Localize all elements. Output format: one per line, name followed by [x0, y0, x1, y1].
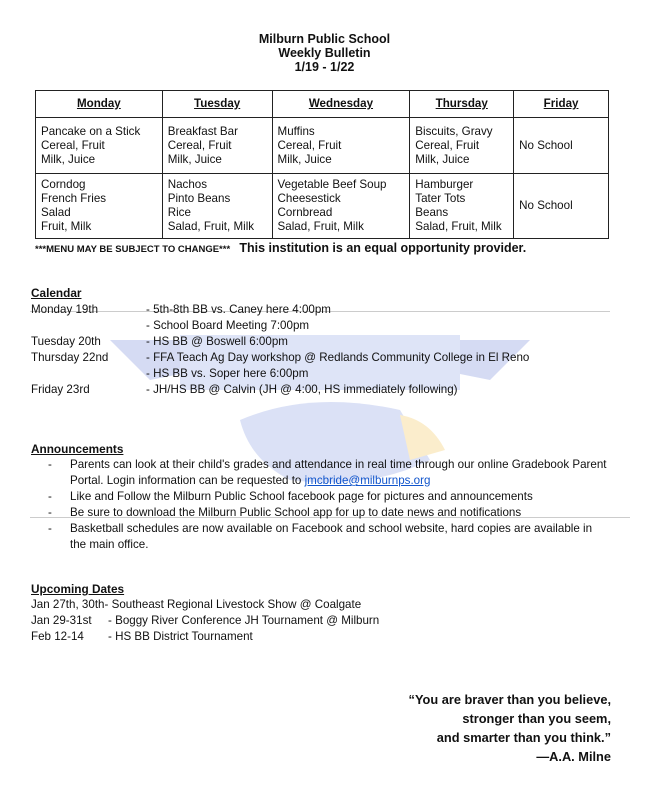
- lunch-cell: [162, 174, 272, 239]
- menu-item: Salad, Fruit, Milk: [167, 220, 255, 233]
- upcoming-event: - Boggy River Conference JH Tournament @ Milburn: [108, 614, 380, 627]
- lunch-cell: [410, 174, 514, 239]
- menu-item: Milk, Juice: [277, 152, 332, 166]
- menu-item: Vegetable Beef Soup: [277, 178, 387, 191]
- calendar-row: [31, 366, 308, 382]
- menu-item: Milk, Juice: [415, 152, 470, 166]
- upcoming-row: [31, 597, 361, 613]
- bulletin-title: Weekly Bulletin: [278, 46, 371, 60]
- announcements-heading: Announcements: [31, 442, 124, 456]
- calendar-event: - HS BB vs. Soper here 6:00pm: [146, 367, 309, 380]
- breakfast-cell: [36, 118, 163, 174]
- calendar-day: Friday 23rd: [31, 383, 90, 396]
- menu-item: Beans: [415, 206, 449, 219]
- calendar-day: Monday 19th: [31, 303, 99, 316]
- upcoming-event: - Southeast Regional Livestock Show @ Coalgate: [104, 598, 362, 611]
- announcement-item: - Like and Follow the Milburn Public School facebook page for pictures and announcements: [48, 490, 533, 503]
- quote-line: stronger than you seem,: [462, 711, 611, 726]
- menu-item: Cheesestick: [277, 192, 341, 205]
- calendar-event: - 5th-8th BB vs. Caney here 4:00pm: [146, 303, 331, 316]
- menu-item: Muffins: [277, 124, 315, 138]
- menu-item: Hamburger: [415, 178, 474, 191]
- menu-item: Rice: [167, 206, 191, 219]
- announcement-item: - Basketball schedules are now available on Facebook and school website, hard copies are available in the main office.: [48, 522, 593, 551]
- menu-item: Milk, Juice: [167, 152, 222, 166]
- calendar-row: [31, 350, 529, 366]
- calendar-row: [31, 334, 288, 350]
- menu-item: Biscuits, Gravy: [415, 124, 493, 138]
- calendar-day: Tuesday 20th: [31, 335, 101, 348]
- upcoming-dates-heading: Upcoming Dates: [31, 582, 125, 596]
- announcements-list: [48, 457, 608, 553]
- menu-item: Tater Tots: [415, 192, 466, 205]
- menu-table: [35, 90, 609, 239]
- menu-item: Salad, Fruit, Milk: [277, 220, 364, 233]
- breakfast-cell: [272, 118, 410, 174]
- menu-item: Cereal, Fruit: [167, 138, 232, 152]
- calendar-day: Thursday 22nd: [31, 351, 109, 364]
- school-name: Milburn Public School: [258, 32, 391, 46]
- upcoming-date: Feb 12-14: [31, 630, 84, 643]
- calendar-event: - School Board Meeting 7:00pm: [146, 319, 310, 332]
- menu-item: Salad: [41, 206, 71, 219]
- calendar-heading: Calendar: [31, 286, 82, 300]
- calendar-row: [31, 302, 331, 318]
- day-header: Wednesday: [272, 91, 410, 118]
- menu-item: Pancake on a Stick: [41, 124, 141, 138]
- menu-item: French Fries: [41, 192, 107, 205]
- menu-item: Cereal, Fruit: [415, 138, 480, 152]
- menu-item: Cereal, Fruit: [41, 138, 105, 152]
- upcoming-row: [31, 629, 253, 645]
- lunch-cell: [36, 174, 163, 239]
- menu-disclaimer: ***MENU MAY BE SUBJECT TO CHANGE***: [35, 244, 231, 255]
- lunch-cell: [272, 174, 410, 239]
- upcoming-event: - HS BB District Tournament: [108, 630, 253, 643]
- email-link[interactable]: jmcbride@milburnps.org: [304, 474, 431, 487]
- menu-item: No School: [519, 199, 573, 212]
- calendar-event: - HS BB @ Boswell 6:00pm: [146, 335, 288, 348]
- menu-note: [35, 241, 526, 255]
- menu-item: Breakfast Bar: [167, 124, 238, 138]
- breakfast-cell: [410, 118, 514, 174]
- quote-line: “You are braver than you believe,: [408, 692, 611, 707]
- menu-item: No School: [519, 138, 573, 152]
- quote-author: —A.A. Milne: [536, 749, 611, 764]
- menu-item: Pinto Beans: [167, 192, 231, 205]
- upcoming-row: [31, 613, 379, 629]
- menu-item: Salad, Fruit, Milk: [415, 220, 502, 233]
- menu-item: Cereal, Fruit: [277, 138, 342, 152]
- equal-opportunity-statement: This institution is an equal opportunity provider.: [239, 241, 527, 255]
- upcoming-date: Jan 27th, 30th: [31, 598, 105, 611]
- breakfast-cell: [514, 118, 609, 174]
- day-header: Thursday: [410, 91, 514, 118]
- menu-item: Cornbread: [277, 206, 333, 219]
- menu-item: Nachos: [167, 178, 208, 191]
- day-header: Monday: [36, 91, 163, 118]
- calendar-row: [31, 382, 458, 398]
- quote: [409, 690, 611, 766]
- day-header: Tuesday: [162, 91, 272, 118]
- bulletin-dates: 1/19 - 1/22: [294, 60, 355, 74]
- calendar-event: - FFA Teach Ag Day workshop @ Redlands Community College in El Reno: [146, 351, 530, 364]
- quote-line: and smarter than you think.”: [436, 730, 611, 745]
- upcoming-date: Jan 29-31st: [31, 614, 92, 627]
- announcement-item: - Parents can look at their child's grades and attendance in real time through our online Gradebook Parent Portal. Login information can be requested to jmcbride@milburnps.org: [48, 458, 607, 487]
- menu-item: Milk, Juice: [41, 152, 96, 166]
- lunch-cell: [514, 174, 609, 239]
- calendar-row: [31, 318, 309, 334]
- announcement-item: - Be sure to download the Milburn Public School app for up to date news and notifications: [48, 506, 522, 519]
- day-header: Friday: [514, 91, 609, 118]
- menu-item: Corndog: [41, 178, 86, 191]
- calendar-event: - JH/HS BB @ Calvin (JH @ 4:00, HS immediately following): [146, 383, 458, 396]
- bulletin-header: [0, 32, 649, 74]
- breakfast-cell: [162, 118, 272, 174]
- menu-item: Fruit, Milk: [41, 220, 92, 233]
